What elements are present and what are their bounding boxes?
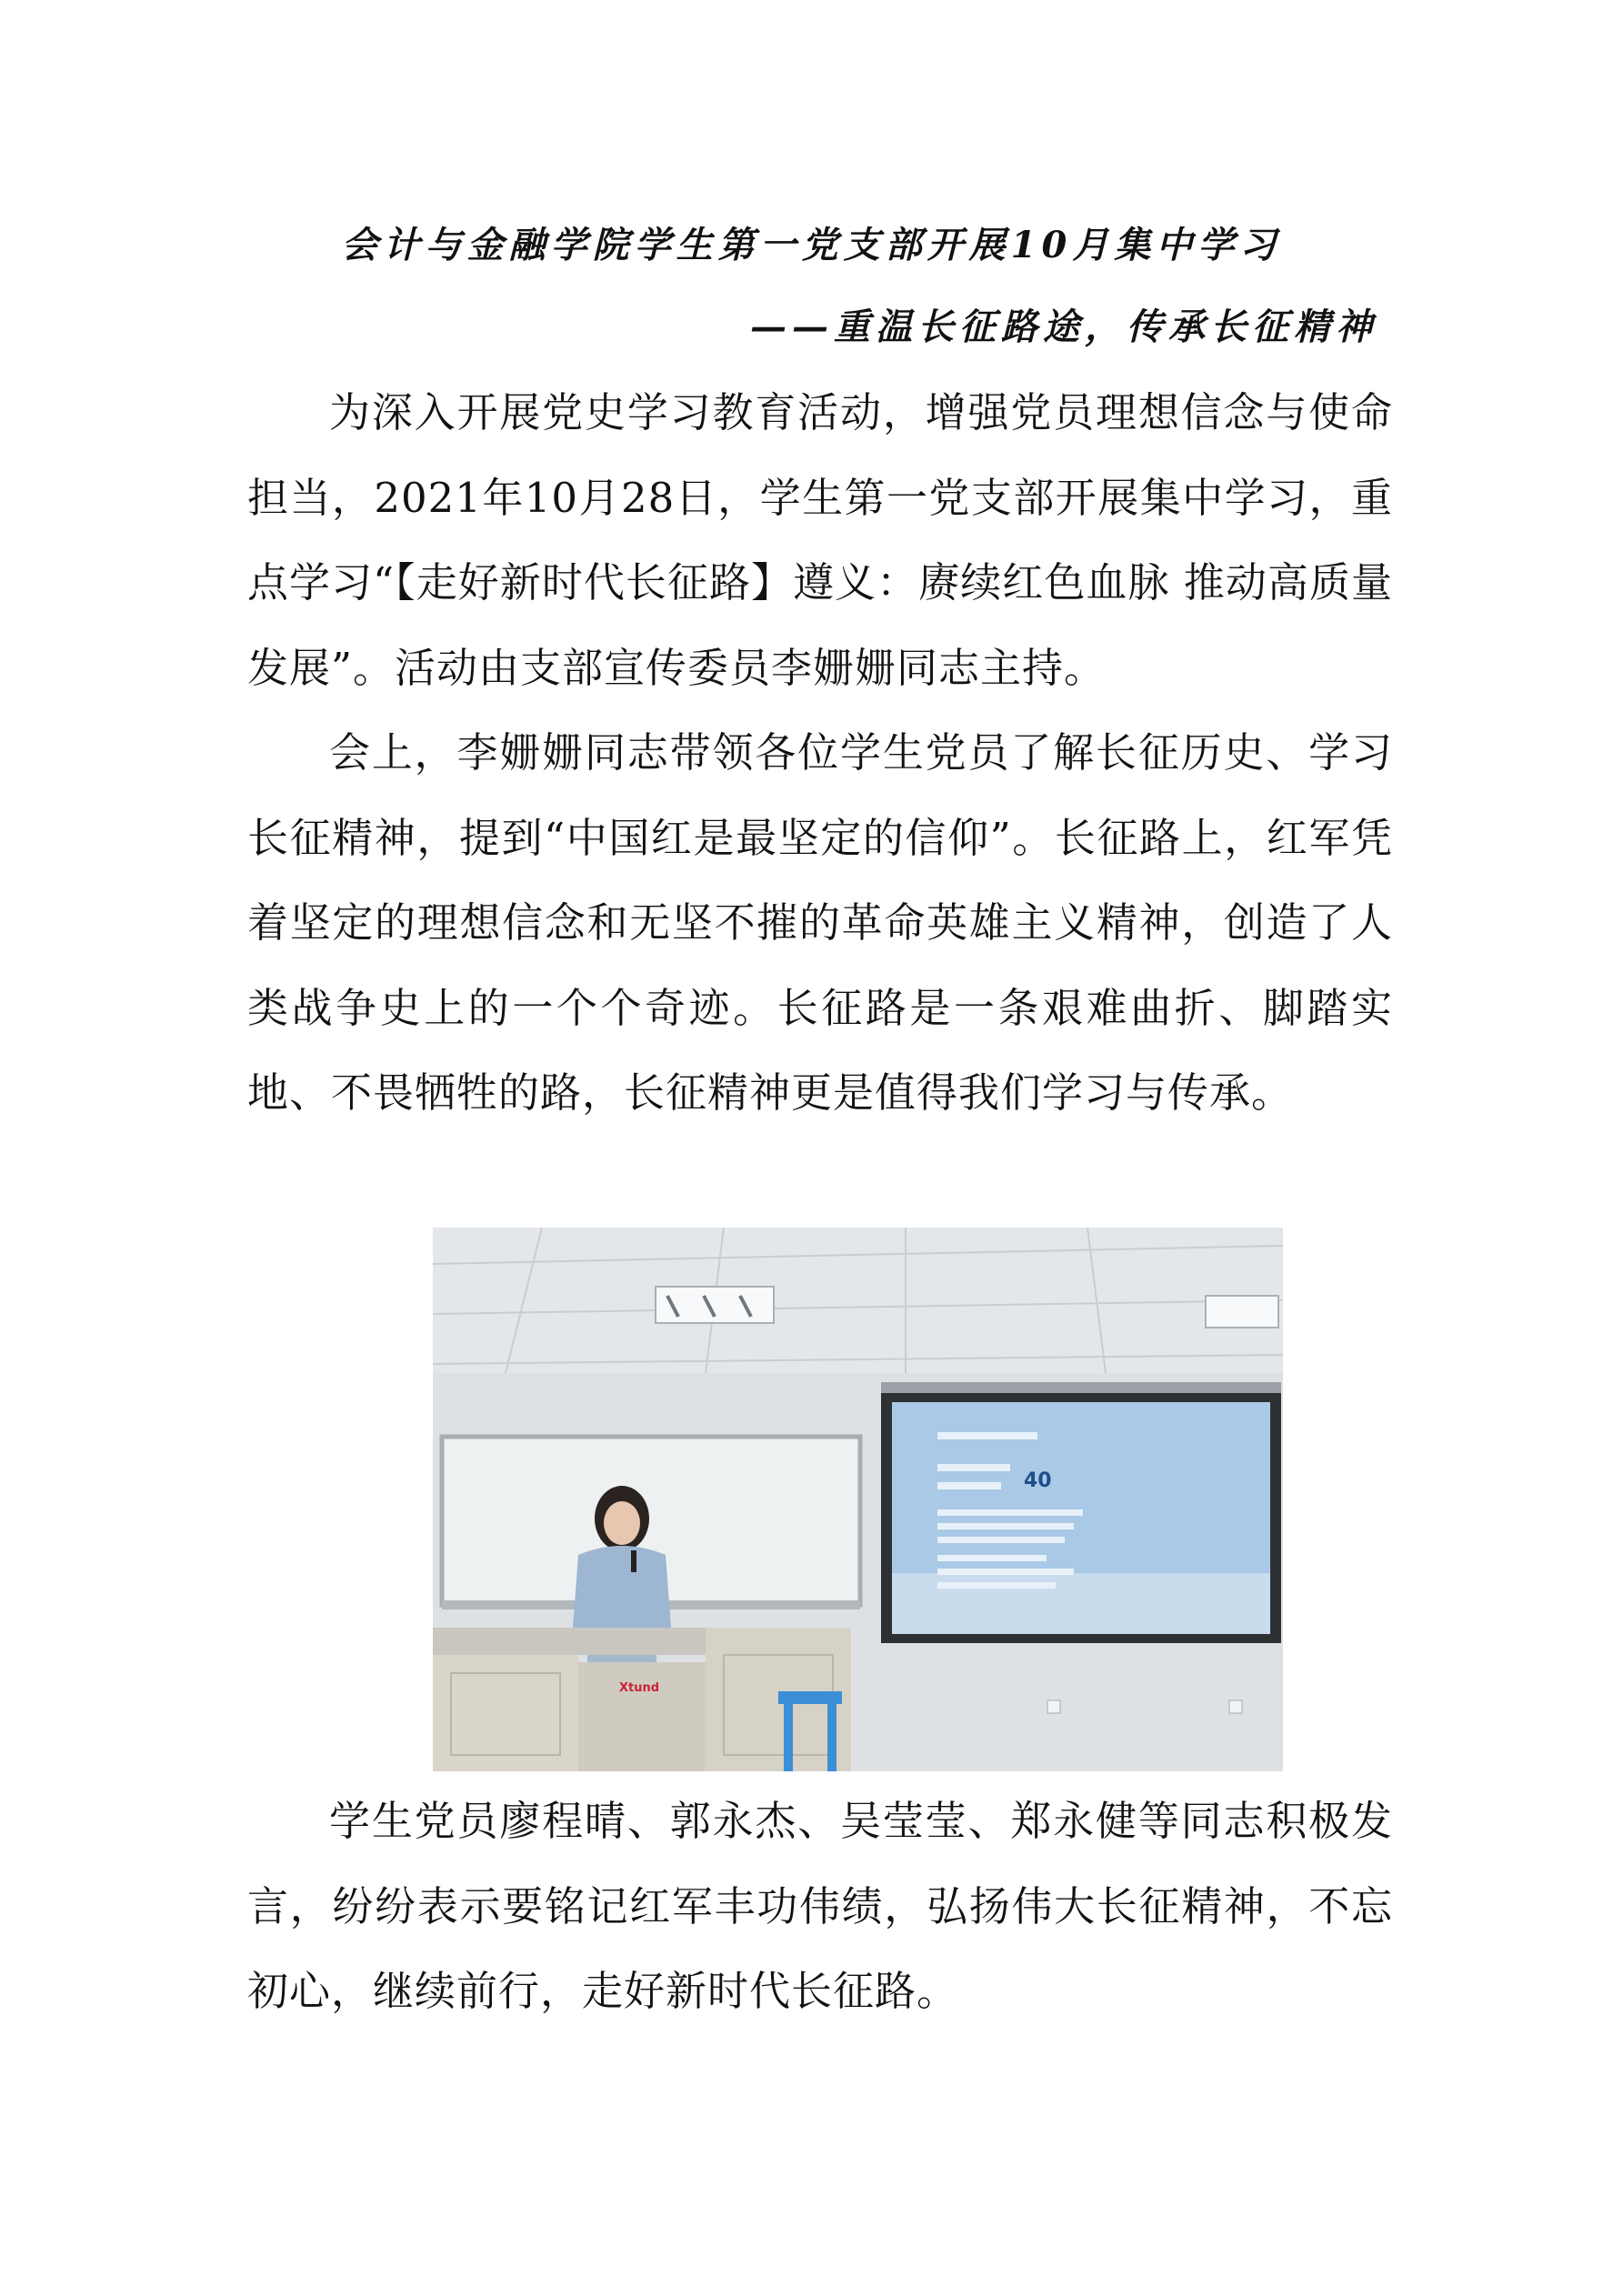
podium-brand: Xtund <box>619 1681 660 1695</box>
meeting-photo <box>433 1228 1283 1771</box>
meeting-photo-illustration <box>433 1228 1283 1771</box>
paragraph-meeting: 会上，李姗姗同志带领各位学生党员了解长征历史、学习长征精神，提到“中国红是最坚定的信仰”。长征路上，红军凭着坚定的理想信念和无坚不摧的革命英雄主义精神，创造了人类战争史上的一个个奇迹。长征路是一条艰难曲折、脚踏实地、不畏牺牲的路，长征精神更是值得我们学习与传承。 <box>247 728 1393 1117</box>
document-subtitle: ——重温长征路途，传承长征精神 <box>750 306 1378 348</box>
document-title: 会计与金融学院学生第一党支部开展10月集中学习 <box>341 224 1282 266</box>
paragraph-intro: 为深入开展党史学习教育活动，增强党员理想信念与使命担当，2021年10月28日，学生第一党支部开展集中学习，重点学习“【走好新时代长征路】遵义：赓续红色血脉 推动高质量发展”。活动由支部宣传委员李姗姗同志主持。 <box>247 388 1393 692</box>
paragraph-speeches: 学生党员廖程晴、郭永杰、吴莹莹、郑永健等同志积极发言，纷纷表示要铭记红军丰功伟绩，弘扬伟大长征精神，不忘初心，继续前行，走好新时代长征路。 <box>247 1797 1393 2015</box>
screen-number: 40 <box>1024 1469 1052 1492</box>
